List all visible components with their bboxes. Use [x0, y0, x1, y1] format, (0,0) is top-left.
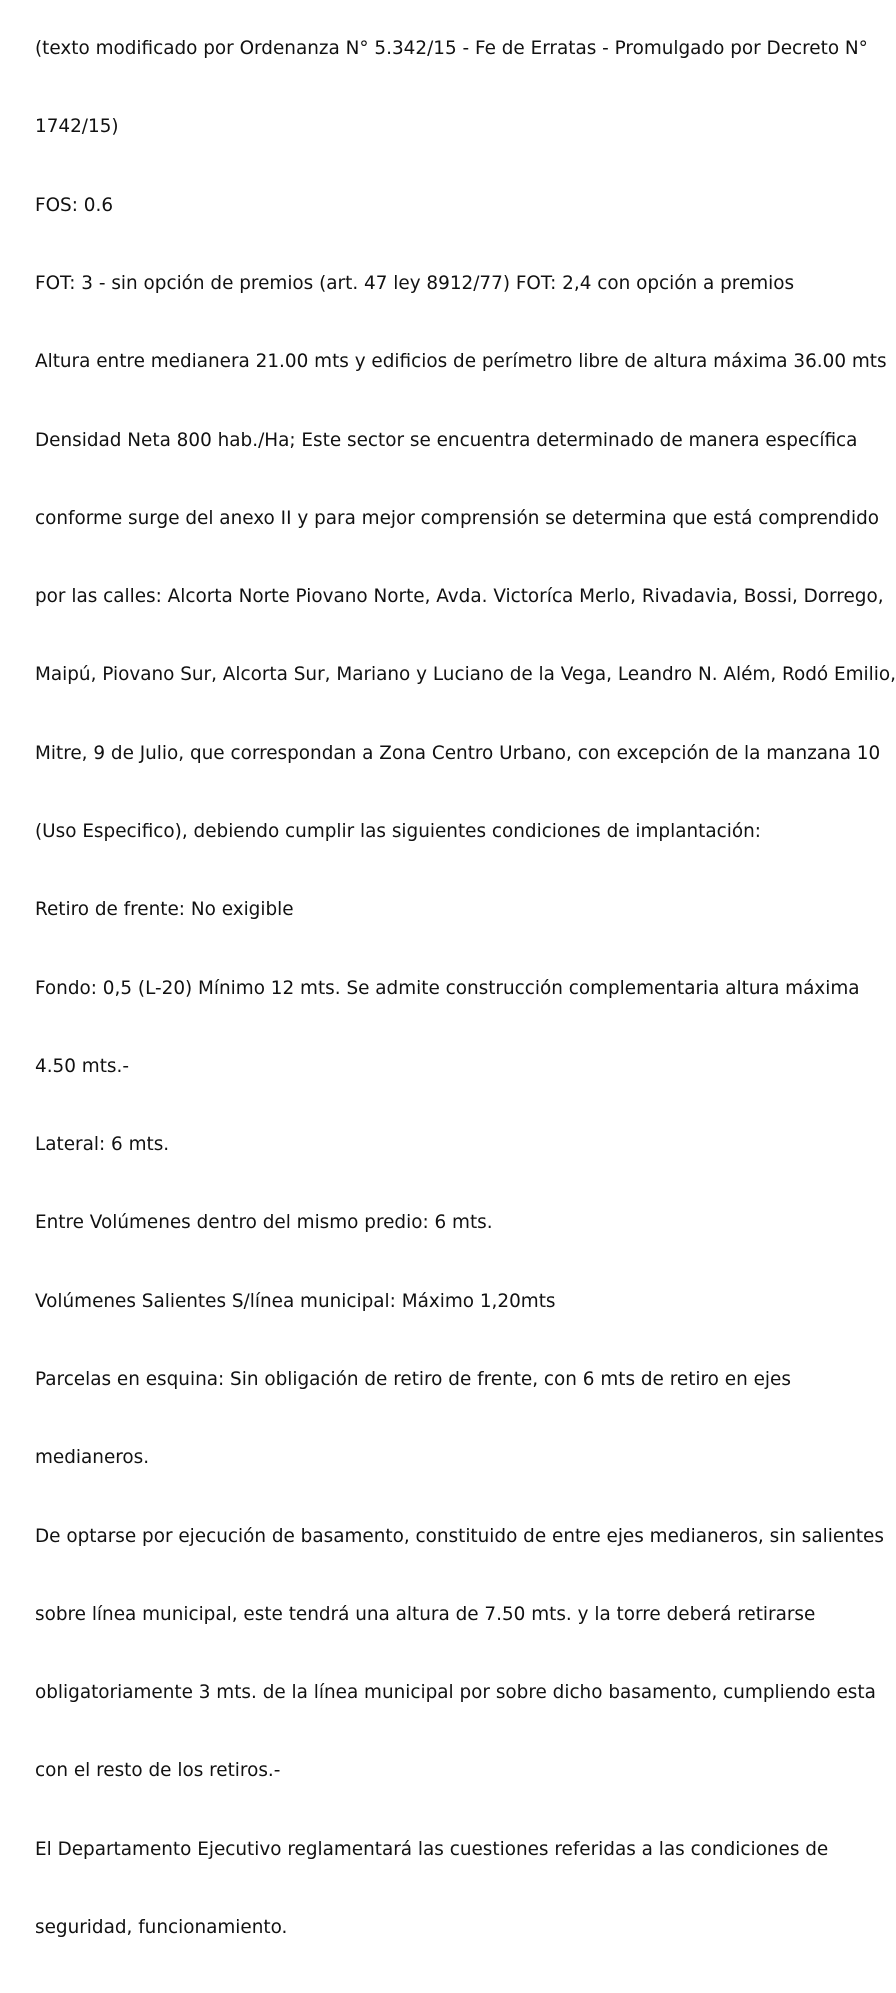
text-line: (Uso Especifico), debiendo cumplir las siguientes condiciones de implantación:: [35, 821, 761, 842]
fot-line: FOT: 3 - sin opción de premios (art. 47 ley 8912/77) FOT: 2,4 con opción a premios: [35, 273, 795, 295]
text-line: medianeros.: [35, 1447, 150, 1469]
text-line: sobre línea municipal, este tendrá una altura de 7.50 mts. y la torre deberá retirarse: [35, 1603, 816, 1625]
zoning-text-body: [35, 0, 896, 1993]
text-line: seguridad, funcionamiento.: [35, 1916, 288, 1938]
projecting-volumes-line: Volúmenes Salientes S/línea municipal: Máximo 1,20mts: [35, 1290, 556, 1312]
text-line: 4.50 mts.-: [35, 1055, 129, 1077]
streets-line: Mitre, 9 de Julio, que correspondan a Zona Centro Urbano, con excepción de la manzana 10: [35, 742, 881, 764]
streets-line: por las calles: Alcorta Norte Piovano Norte, Avda. Victoríca Merlo, Rivadavia, Bossi, Dorrego,: [35, 586, 884, 608]
podium-line: De optarse por ejecución de basamento, constituido de entre ejes medianeros, sin salientes: [35, 1525, 884, 1547]
text-line: con el resto de los retiros.-: [35, 1760, 281, 1782]
height-line: Altura entre medianera 21.00 mts y edificios de perímetro libre de altura máxima 36.00 mts: [35, 351, 887, 373]
rear-setback-line: Fondo: 0,5 (L-20) Mínimo 12 mts. Se admite construcción complementaria altura máxima: [35, 977, 860, 999]
text-line: obligatoriamente 3 mts. de la línea municipal por sobre dicho basamento, cumpliendo esta: [35, 1682, 876, 1704]
between-volumes-line: Entre Volúmenes dentro del mismo predio: 6 mts.: [35, 1212, 493, 1234]
text-line: 1742/15): [35, 116, 119, 138]
text-line: conforme surge del anexo II y para mejor comprensión se determina que está comprendido: [35, 507, 879, 529]
text-line: (texto modificado por Ordenanza N° 5.342/15 - Fe de Erratas - Promulgado por Decreto N°: [35, 38, 868, 60]
streets-line: Maipú, Piovano Sur, Alcorta Sur, Mariano y Luciano de la Vega, Leandro N. Além, Rodó Emilio,: [35, 664, 896, 686]
density-line: Densidad Neta 800 hab./Ha; Este sector se encuentra determinado de manera específica: [35, 429, 858, 451]
front-setback-line: Retiro de frente: No exigible: [35, 899, 294, 921]
fos-line: FOS: 0.6: [35, 194, 114, 216]
lateral-setback-line: Lateral: 6 mts.: [35, 1134, 170, 1156]
corner-parcels-line: Parcelas en esquina: Sin obligación de retiro de frente, con 6 mts de retiro en ejes: [35, 1368, 791, 1390]
executive-department-line: El Departamento Ejecutivo reglamentará las cuestiones referidas a las condiciones de: [35, 1838, 829, 1860]
